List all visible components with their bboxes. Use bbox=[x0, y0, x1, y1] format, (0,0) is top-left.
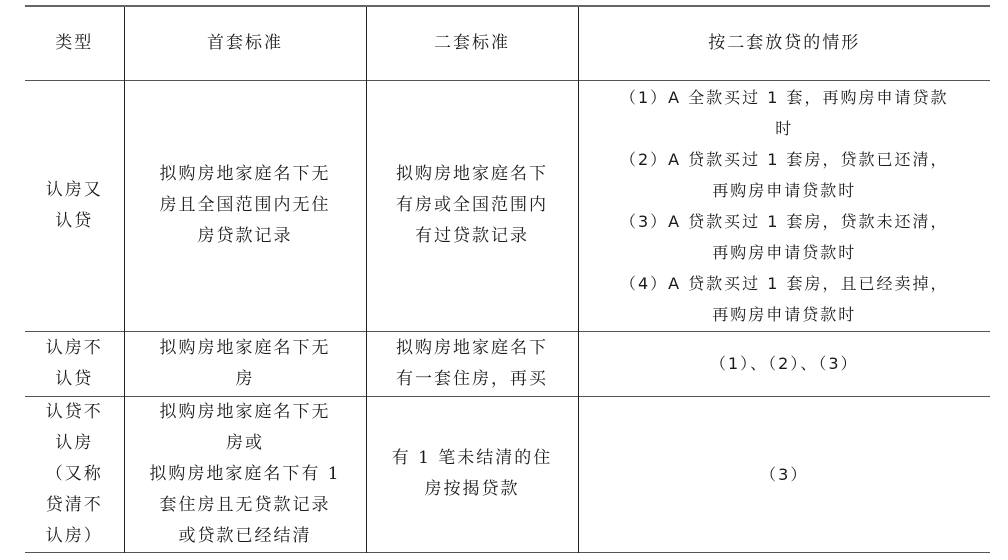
header-second-standard: 二套标准 bbox=[366, 6, 578, 80]
cell-line: （2）A 贷款买过 1 套房，贷款已还清， bbox=[619, 149, 949, 169]
cell-line: 房贷款记录 bbox=[197, 226, 293, 246]
cell-line: 再购房申请贷款时 bbox=[712, 304, 857, 324]
cell-line: 再购房申请贷款时 bbox=[712, 242, 857, 262]
case-4 bbox=[587, 268, 983, 330]
first-standard-cell bbox=[124, 80, 366, 331]
cell-line: （1）、（2）、（3） bbox=[709, 354, 859, 373]
cell-line: 套住房且无贷款记录 bbox=[159, 494, 331, 515]
type-cell bbox=[25, 331, 124, 396]
cases-cell bbox=[578, 80, 990, 331]
case-1 bbox=[587, 82, 983, 144]
cell-line: 贷清不 bbox=[45, 494, 103, 515]
cell-line: 时 bbox=[775, 118, 794, 138]
cell-line: 有 1 笔未结清的住 bbox=[391, 448, 553, 468]
cell-line: （1）A 全款买过 1 套，再购房申请贷款 bbox=[619, 87, 949, 107]
cell-line: 房或 bbox=[226, 432, 264, 453]
cell-line: 认房又 bbox=[45, 179, 103, 200]
cell-line: 拟购房地家庭名下无 bbox=[159, 337, 331, 358]
header-type: 类型 bbox=[55, 32, 94, 53]
cell-line: 拟购房地家庭名下有 1 bbox=[149, 463, 341, 484]
cell-line: 有房或全国范围内 bbox=[396, 195, 548, 215]
header-first-standard: 首套标准 bbox=[124, 6, 366, 80]
cell-line: （3） bbox=[760, 464, 809, 484]
cell-line: （又称 bbox=[45, 463, 103, 484]
cell-line: 拟购房地家庭名下 bbox=[396, 337, 548, 358]
first-standard-cell bbox=[124, 396, 366, 552]
cell-line: 拟购房地家庭名下 bbox=[396, 164, 548, 184]
cell-line: 房 bbox=[235, 368, 255, 389]
second-standard-cell bbox=[366, 331, 578, 396]
cell-line: 房按揭贷款 bbox=[424, 479, 520, 499]
cell-line: 房且全国范围内无住 bbox=[159, 195, 331, 215]
cell-line: 认贷 bbox=[55, 210, 94, 231]
cell-line: 认房） bbox=[45, 525, 103, 546]
cell-line: 有一套住房，再买 bbox=[396, 368, 548, 389]
cell-line: 再购房申请贷款时 bbox=[712, 180, 857, 200]
cell-line: 拟购房地家庭名下无 bbox=[159, 401, 331, 422]
second-standard-cell bbox=[366, 80, 578, 331]
header-second-loan-cases: 按二套放贷的情形 bbox=[578, 6, 990, 80]
cell-line: 或贷款已经结清 bbox=[178, 525, 312, 546]
cell-line: 拟购房地家庭名下无 bbox=[159, 164, 331, 184]
table-row bbox=[25, 396, 990, 552]
cell-line: 认房 bbox=[55, 432, 94, 453]
second-standard-cell bbox=[366, 396, 578, 552]
cases-cell bbox=[578, 331, 990, 396]
first-standard-cell bbox=[124, 331, 366, 396]
type-cell bbox=[25, 396, 124, 552]
table-header-row bbox=[25, 6, 990, 80]
cases-cell bbox=[578, 396, 990, 552]
cell-line: 认房不 bbox=[45, 337, 103, 358]
cell-line: 认贷 bbox=[55, 368, 94, 389]
loan-policy-table bbox=[25, 5, 990, 553]
cell-line: （3）A 贷款买过 1 套房，贷款未还清， bbox=[619, 211, 949, 231]
table-row bbox=[25, 80, 990, 331]
cell-line: （4）A 贷款买过 1 套房，且已经卖掉， bbox=[619, 273, 949, 293]
case-2 bbox=[587, 144, 983, 206]
cell-line: 认贷不 bbox=[45, 401, 103, 422]
case-3 bbox=[587, 206, 983, 268]
cell-line: 有过贷款记录 bbox=[415, 226, 529, 246]
type-cell bbox=[25, 80, 124, 331]
table-row bbox=[25, 331, 990, 396]
